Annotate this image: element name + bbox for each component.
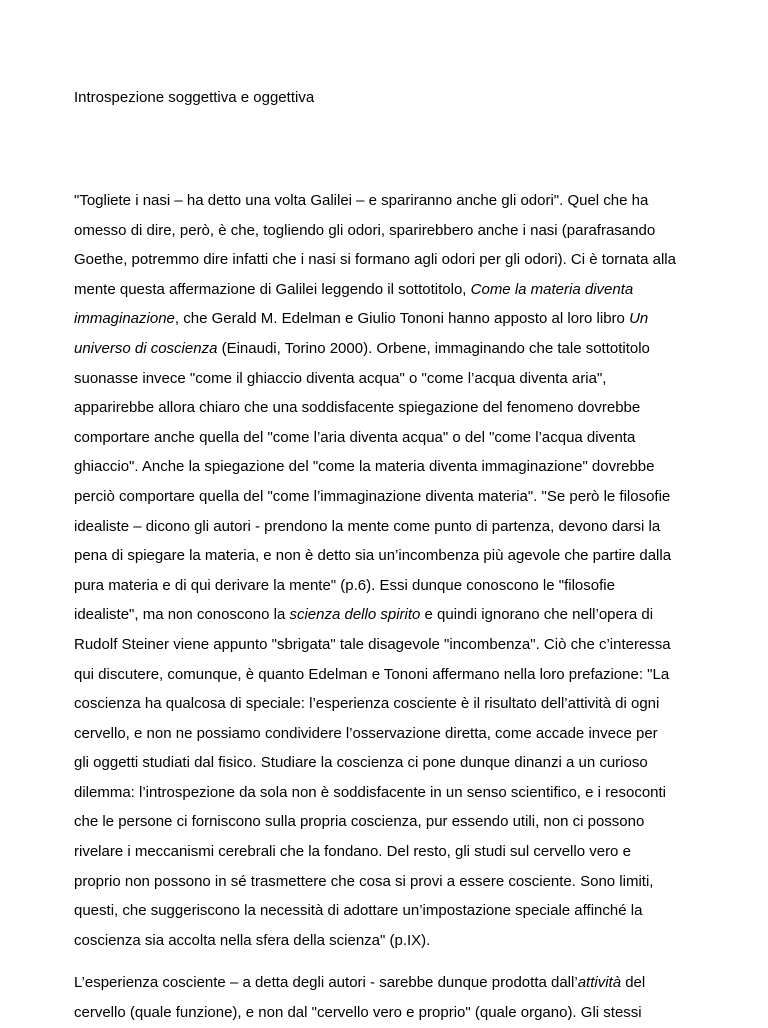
text-line: questi, che suggeriscono la necessità di adottare un’impostazione speciale affinché la — [74, 902, 643, 920]
paragraph — [74, 968, 696, 1027]
document-title: Introspezione soggettiva e oggettiva — [74, 89, 315, 106]
italic-term: scienza dello spirito — [289, 606, 421, 624]
text-line: immaginazione, che Gerald M. Edelman e Giulio Tononi hanno apposto al loro libro Un — [74, 310, 649, 328]
text-line: pura materia e di qui derivare la mente" (p.6). Essi dunque conoscono le "filosofie — [74, 576, 615, 594]
text-line: dilemma: l’introspezione da sola non è soddisfacente in un senso scientifico, e i resoconti — [74, 783, 667, 801]
text-line: Goethe, potremmo dire infatti che i nasi si formano agli odori per gli odori). Ci è tornata alla — [74, 251, 676, 269]
text-line: idealiste – dicono gli autori - prendono la mente come punto di partenza, devono darsi la — [74, 517, 661, 535]
text-line: che le persone ci forniscono sulla propria coscienza, pur essendo utili, non ci possono — [74, 813, 645, 831]
text-line: suonasse invece "come il ghiaccio diventa acqua" o "come l’acqua diventa aria", — [74, 369, 607, 387]
italic-subtitle-text: immaginazione — [74, 310, 175, 328]
text-line: proprio non possono in sé trasmettere che cosa si provi a essere cosciente. Sono limiti, — [74, 872, 654, 890]
italic-subtitle-text: Come la materia diventa — [470, 280, 634, 298]
text-line: idealiste", ma non conoscono la scienza dello spirito e quindi ignorano che nell’opera di — [74, 606, 654, 624]
text-line: cervello (quale funzione), e non dal "cervello vero e proprio" (quale organo). Gli stessi — [74, 1004, 642, 1022]
text-line: cervello, e non ne possiamo condividere l’osservazione diretta, come accade invece per — [74, 724, 658, 742]
text-line: perciò comportare quella del "come l’immaginazione diventa materia". "Se però le filosofie — [74, 487, 671, 505]
text-line: L’esperienza cosciente – a detta degli autori - sarebbe dunque prodotta dall’attività del — [74, 974, 646, 992]
text-line: apparirebbe allora chiaro che una soddisfacente spiegazione del fenomeno dovrebbe — [74, 399, 641, 417]
italic-book-title: Un — [629, 310, 649, 328]
text-line: mente questa affermazione di Galilei leggendo il sottotitolo, Come la materia diventa — [74, 280, 634, 298]
italic-book-title: universo di coscienza — [74, 339, 218, 357]
text-line: pena di spiegare la materia, e non è detto sia un’incombenza più agevole che partire dalla — [74, 547, 672, 565]
text-line: coscienza sia accolta nella sfera della scienza" (p.IX). — [74, 931, 431, 949]
document-body — [74, 186, 696, 1028]
text-line: rivelare i meccanismi cerebrali che la fondano. Del resto, gli studi sul cervello vero e — [74, 843, 631, 861]
text-line: comportare anche quella del "come l’aria diventa acqua" o del "come l’acqua diventa — [74, 428, 636, 446]
text-line: ghiaccio". Anche la spiegazione del "come la materia diventa immaginazione" dovrebbe — [74, 458, 655, 476]
text-line: qui discutere, comunque, è quanto Edelman e Tononi affermano nella loro prefazione: "La — [74, 665, 670, 683]
text-line: coscienza ha qualcosa di speciale: l’esperienza cosciente è il risultato dell’attività di ogni — [74, 695, 660, 713]
text-line: gli oggetti studiati dal fisico. Studiare la coscienza ci pone dunque dinanzi a un curioso — [74, 754, 648, 772]
text-line: universo di coscienza (Einaudi, Torino 2000). Orbene, immaginando che tale sottotitolo — [74, 339, 650, 357]
text-line: omesso di dire, però, è che, togliendo gli odori, sparirebbero anche i nasi (parafrasando — [74, 221, 656, 239]
text-line: "Togliete i nasi – ha detto una volta Galilei – e spariranno anche gli odori". Quel che ha — [74, 192, 649, 209]
paragraph — [74, 186, 696, 955]
text-line: Rudolf Steiner viene appunto "sbrigata" tale disagevole "incombenza". Ciò che c’interessa — [74, 635, 671, 653]
italic-term: attività — [577, 974, 622, 992]
